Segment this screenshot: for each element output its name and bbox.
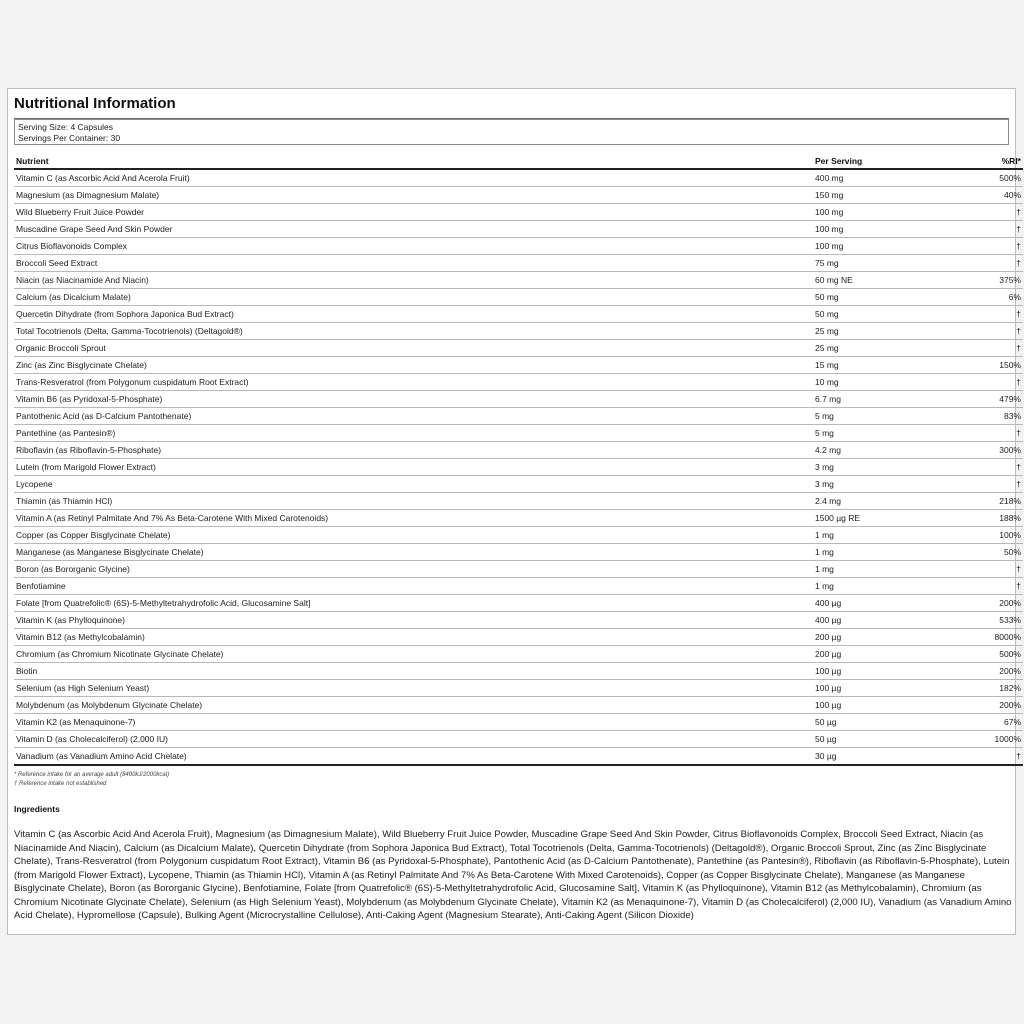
footnotes	[14, 771, 169, 789]
nutrient-name: Riboflavin (as Riboflavin-5-Phosphate)	[14, 442, 813, 459]
table-row	[14, 272, 1023, 289]
nutrition-panel	[7, 88, 1021, 935]
per-serving-value: 5 mg	[813, 425, 942, 442]
per-serving-value: 50 µg	[813, 714, 942, 731]
per-serving-value: 3 mg	[813, 476, 942, 493]
serving-info-box	[14, 119, 1009, 145]
nutrient-name: Vitamin D (as Cholecalciferol) (2,000 IU)	[14, 731, 813, 748]
per-serving-value: 400 mg	[813, 169, 942, 187]
nutrient-name: Folate [from Quatrefolic® (6S)-5-Methyltetrahydrofolic Acid, Glucosamine Salt]	[14, 595, 813, 612]
nutrient-name: Vitamin A (as Retinyl Palmitate And 7% As Beta-Carotene With Mixed Carotenoids)	[14, 510, 813, 527]
column-header-ri: %RI*	[942, 153, 1023, 169]
table-row	[14, 408, 1023, 425]
ri-value: 50%	[942, 544, 1023, 561]
table-row	[14, 612, 1023, 629]
table-row	[14, 510, 1023, 527]
table-row	[14, 527, 1023, 544]
table-row	[14, 221, 1023, 238]
ri-value: †	[942, 374, 1023, 391]
nutrient-name: Thiamin (as Thiamin HCl)	[14, 493, 813, 510]
nutrient-name: Lycopene	[14, 476, 813, 493]
nutrient-name: Vitamin B12 (as Methylcobalamin)	[14, 629, 813, 646]
per-serving-value: 25 mg	[813, 340, 942, 357]
table-row	[14, 561, 1023, 578]
ri-value: 1000%	[942, 731, 1023, 748]
nutrient-name: Molybdenum (as Molybdenum Glycinate Chelate)	[14, 697, 813, 714]
ri-value: 375%	[942, 272, 1023, 289]
per-serving-value: 50 µg	[813, 731, 942, 748]
per-serving-value: 75 mg	[813, 255, 942, 272]
table-row	[14, 374, 1023, 391]
nutrient-name: Copper (as Copper Bisglycinate Chelate)	[14, 527, 813, 544]
per-serving-value: 150 mg	[813, 187, 942, 204]
table-row	[14, 425, 1023, 442]
ri-value: †	[942, 561, 1023, 578]
ri-value: 188%	[942, 510, 1023, 527]
footnote-ri: * Reference intake for an average adult (8400kJ/2000kcal)	[14, 772, 170, 778]
table-row	[14, 629, 1023, 646]
per-serving-value: 1 mg	[813, 527, 942, 544]
nutrient-name: Trans-Resveratrol (from Polygonum cuspidatum Root Extract)	[14, 374, 813, 391]
table-header-row	[14, 153, 1023, 169]
ri-value: 8000%	[942, 629, 1023, 646]
per-serving-value: 25 mg	[813, 323, 942, 340]
nutrient-name: Selenium (as High Selenium Yeast)	[14, 680, 813, 697]
nutrient-name: Benfotiamine	[14, 578, 813, 595]
table-row	[14, 748, 1023, 766]
nutrient-name: Calcium (as Dicalcium Malate)	[14, 289, 813, 306]
table-row	[14, 204, 1023, 221]
table-row	[14, 255, 1023, 272]
table-row	[14, 544, 1023, 561]
per-serving-value: 1 mg	[813, 544, 942, 561]
nutrient-name: Organic Broccoli Sprout	[14, 340, 813, 357]
column-header-per-serving: Per Serving	[813, 153, 942, 169]
ri-value: 200%	[942, 595, 1023, 612]
ri-value: 83%	[942, 408, 1023, 425]
ri-value: †	[942, 340, 1023, 357]
nutrient-name: Boron (as Bororganic Glycine)	[14, 561, 813, 578]
per-serving-value: 100 µg	[813, 663, 942, 680]
table-row	[14, 306, 1023, 323]
table-body	[14, 169, 1023, 765]
servings-per-container: Servings Per Container: 30	[18, 133, 121, 143]
ri-value: 500%	[942, 646, 1023, 663]
per-serving-value: 400 µg	[813, 595, 942, 612]
ri-value: 40%	[942, 187, 1023, 204]
table-row	[14, 680, 1023, 697]
per-serving-value: 50 mg	[813, 289, 942, 306]
per-serving-value: 400 µg	[813, 612, 942, 629]
nutrient-name: Quercetin Dihydrate (from Sophora Japonica Bud Extract)	[14, 306, 813, 323]
per-serving-value: 100 mg	[813, 238, 942, 255]
per-serving-value: 2.4 mg	[813, 493, 942, 510]
ri-value: †	[942, 238, 1023, 255]
nutrition-table	[14, 153, 1023, 766]
page-title: Nutritional Information	[14, 95, 176, 112]
ri-value: †	[942, 255, 1023, 272]
ri-value: †	[942, 578, 1023, 595]
per-serving-value: 100 µg	[813, 697, 942, 714]
nutrient-name: Magnesium (as Dimagnesium Malate)	[14, 187, 813, 204]
nutrient-name: Niacin (as Niacinamide And Niacin)	[14, 272, 813, 289]
table-row	[14, 442, 1023, 459]
nutrient-name: Broccoli Seed Extract	[14, 255, 813, 272]
per-serving-value: 5 mg	[813, 408, 942, 425]
ri-value: 200%	[942, 663, 1023, 680]
per-serving-value: 30 µg	[813, 748, 942, 766]
ri-value: 218%	[942, 493, 1023, 510]
per-serving-value: 15 mg	[813, 357, 942, 374]
ri-value: 67%	[942, 714, 1023, 731]
nutrient-name: Pantethine (as Pantesin®)	[14, 425, 813, 442]
table-row	[14, 169, 1023, 187]
ri-value: †	[942, 306, 1023, 323]
nutrient-name: Zinc (as Zinc Bisglycinate Chelate)	[14, 357, 813, 374]
nutrient-name: Biotin	[14, 663, 813, 680]
table-row	[14, 391, 1023, 408]
ri-value: †	[942, 476, 1023, 493]
table-row	[14, 476, 1023, 493]
nutrient-name: Muscadine Grape Seed And Skin Powder	[14, 221, 813, 238]
table-row	[14, 578, 1023, 595]
ri-value: 150%	[942, 357, 1023, 374]
table-row	[14, 357, 1023, 374]
table-row	[14, 493, 1023, 510]
table-row	[14, 697, 1023, 714]
ri-value: †	[942, 459, 1023, 476]
ri-value: †	[942, 425, 1023, 442]
table-row	[14, 714, 1023, 731]
per-serving-value: 1 mg	[813, 578, 942, 595]
table-row	[14, 187, 1023, 204]
table-row	[14, 731, 1023, 748]
ri-value: 6%	[942, 289, 1023, 306]
table-row	[14, 340, 1023, 357]
ri-value: 533%	[942, 612, 1023, 629]
footnote-not-established: † Reference intake not established	[14, 781, 107, 787]
per-serving-value: 6.7 mg	[813, 391, 942, 408]
nutrient-name: Vitamin C (as Ascorbic Acid And Acerola Fruit)	[14, 169, 813, 187]
per-serving-value: 50 mg	[813, 306, 942, 323]
table-row	[14, 323, 1023, 340]
ri-value: 500%	[942, 169, 1023, 187]
nutrient-name: Manganese (as Manganese Bisglycinate Chelate)	[14, 544, 813, 561]
nutrient-name: Wild Blueberry Fruit Juice Powder	[14, 204, 813, 221]
nutrient-name: Chromium (as Chromium Nicotinate Glycinate Chelate)	[14, 646, 813, 663]
per-serving-value: 1 mg	[813, 561, 942, 578]
nutrient-name: Vitamin B6 (as Pyridoxal-5-Phosphate)	[14, 391, 813, 408]
per-serving-value: 100 mg	[813, 204, 942, 221]
nutrient-name: Vanadium (as Vanadium Amino Acid Chelate)	[14, 748, 813, 766]
nutrient-name: Citrus Bioflavonoids Complex	[14, 238, 813, 255]
per-serving-value: 200 µg	[813, 646, 942, 663]
ri-value: 182%	[942, 680, 1023, 697]
per-serving-value: 1500 µg RE	[813, 510, 942, 527]
table-row	[14, 646, 1023, 663]
nutrient-name: Total Tocotrienols (Delta, Gamma-Tocotrienols) (Deltagold®)	[14, 323, 813, 340]
per-serving-value: 4.2 mg	[813, 442, 942, 459]
per-serving-value: 100 µg	[813, 680, 942, 697]
ri-value: †	[942, 748, 1023, 766]
per-serving-value: 100 mg	[813, 221, 942, 238]
nutrient-name: Vitamin K (as Phylloquinone)	[14, 612, 813, 629]
ri-value: †	[942, 323, 1023, 340]
nutrient-name: Lutein (from Marigold Flower Extract)	[14, 459, 813, 476]
per-serving-value: 3 mg	[813, 459, 942, 476]
table-row	[14, 289, 1023, 306]
ingredients-heading: Ingredients	[14, 804, 60, 814]
table-row	[14, 238, 1023, 255]
table-row	[14, 663, 1023, 680]
ri-value: 100%	[942, 527, 1023, 544]
column-header-nutrient: Nutrient	[14, 153, 813, 169]
per-serving-value: 200 µg	[813, 629, 942, 646]
table-row	[14, 595, 1023, 612]
ri-value: 300%	[942, 442, 1023, 459]
ingredients-text: Vitamin C (as Ascorbic Acid And Acerola Fruit), Magnesium (as Dimagnesium Malate), Wild Blueberry Fruit Juice Powder, Muscadine Grape Seed And Skin Powder, Citrus Bioflavonoids Complex, Broccoli Seed Extract, Niacin (as Niacinamide And Niacin), Calcium (as Dicalcium Malate), Quercetin Dihydrate (from Sophora Japonica Bud Extract), Total Tocotrienols (Delta, Gamma-Tocotrienols) (Deltagold®), Organic Broccoli Sprout, Zinc (as Zinc Bisglycinate Chelate), Trans-Resveratrol (from Polygonum cuspidatum Root Extract), Vitamin B6 (as Pyridoxal-5-Phosphate), Pantothenic Acid (as D-Calcium Pantothenate), Pantethine (as Pantesin®), Riboflavin (as Riboflavin-5-Phosphate), Lutein (from Marigold Flower Extract), Lycopene, Thiamin (as Thiamin HCl), Vitamin A (as Retinyl Palmitate And 7% As Beta-Carotene With Mixed Carotenoids), Copper (as Copper Bisglycinate Chelate), Manganese (as Manganese Bisglycinate Chelate), Boron (as Bororganic Glycine), Benfotiamine, Folate [from Quatrefolic® (6S)-5-Methyltetrahydrofolic Acid, Glucosamine Salt], Vitamin K (as Phylloquinone), Vitamin B12 (as Methylcobalamin), Chromium (as Chromium Nicotinate Glycinate Chelate), Selenium (as High Selenium Yeast), Molybdenum (as Molybdenum Glycinate Chelate), Vitamin K2 (as Menaquinone-7), Vitamin D (as Cholecalciferol) (2,000 IU), Vanadium (as Vanadium Amino Acid Chelate), Hypromellose (Capsule), Bulking Agent (Microcrystalline Cellulose), Anti-Caking Agent (Magnesium Stearate), Anti-Caking Agent (Silicon Dioxide)	[14, 829, 1012, 921]
ri-value: †	[942, 221, 1023, 238]
serving-size: Serving Size: 4 Capsules	[18, 122, 113, 132]
ri-value: 200%	[942, 697, 1023, 714]
nutrient-name: Pantothenic Acid (as D-Calcium Pantothenate)	[14, 408, 813, 425]
ri-value: †	[942, 204, 1023, 221]
table-row	[14, 459, 1023, 476]
per-serving-value: 10 mg	[813, 374, 942, 391]
nutrient-name: Vitamin K2 (as Menaquinone-7)	[14, 714, 813, 731]
per-serving-value: 60 mg NE	[813, 272, 942, 289]
ri-value: 479%	[942, 391, 1023, 408]
